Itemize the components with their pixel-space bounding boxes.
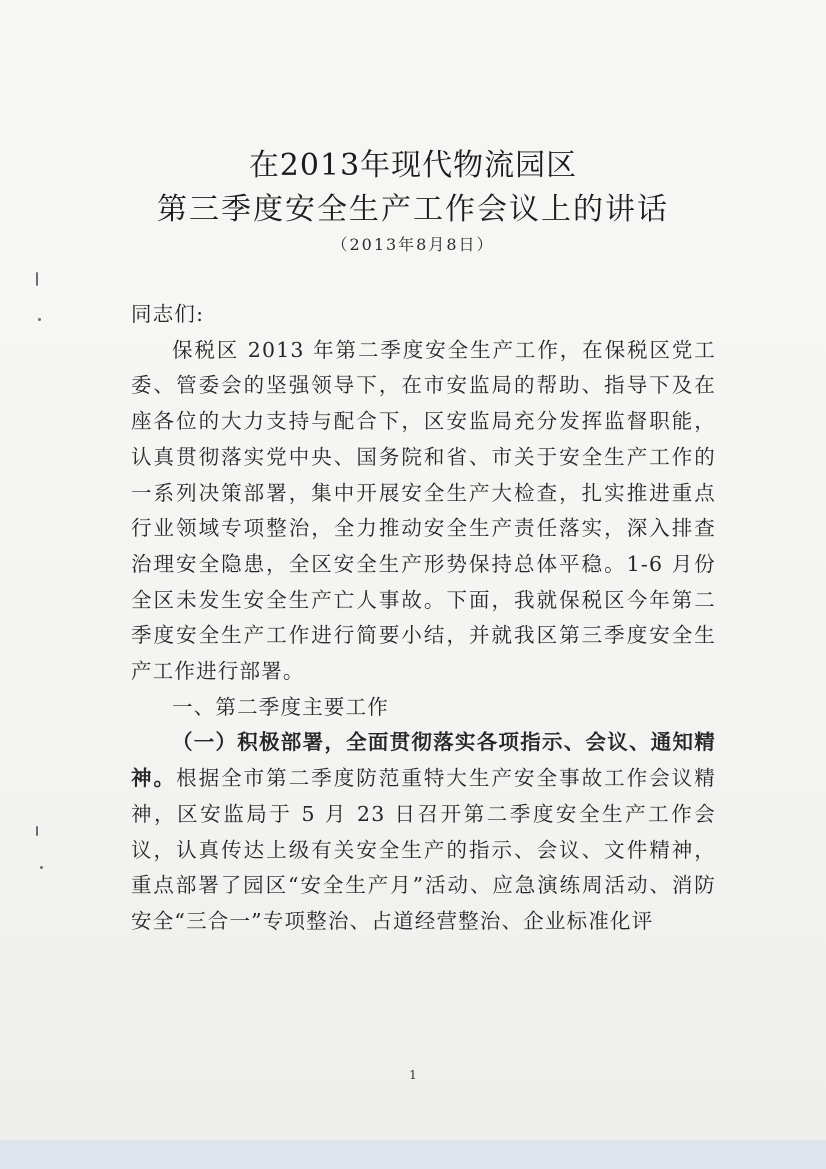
binding-mark — [36, 826, 38, 836]
page-number: 1 — [409, 1068, 417, 1082]
paragraph-2 — [131, 725, 716, 939]
document-title-line-1: 在2013年现代物流园区 — [248, 148, 578, 183]
binding-mark — [38, 318, 41, 321]
document-date: （2013年8月8日） — [331, 235, 495, 254]
salutation: 同志们: — [131, 302, 205, 326]
section-heading-1: 一、第二季度主要工作 — [172, 694, 389, 719]
binding-mark — [36, 272, 38, 286]
paragraph-1: 保税区 2013 年第二季度安全生产工作，在保税区党工委、管委会的坚强领导下，在市安监局的帮助、指导下及在座各位的大力支持与配合下，区安监局充分发挥监督职能，认真贯彻落实党中央、国务院和省、市关于安全生产工作的一系列决策部署，集中开展安全生产大检查，扎实推进重点行业领域专项整治，全力推动安全生产责任落实，深入排查治理安全隐患，全区安全生产形势保持总体平稳。1-6 月份全区未发生安全生产亡人事故。下面，我就保税区今年第二季度安全生产工作进行简要小结，并就我区第三季度安全生产工作进行部署。 — [131, 337, 716, 684]
section-1-lead: （一）积极部署，全面贯彻落实各项指示、会议、通知精神。 — [131, 730, 716, 791]
binding-mark — [40, 866, 43, 869]
scan-background — [0, 1140, 826, 1169]
document-body — [131, 297, 716, 940]
document-title-line-2: 第三季度安全生产工作会议上的讲话 — [157, 192, 669, 227]
section-1-body: 根据全市第二季度防范重特大生产安全事故工作会议精神，区安监局于 5 月 23 日召开第二季度安全生产工作会议，认真传达上级有关安全生产的指示、会议、文件精神，重点部署了园区“安全生产月”活动、应急演练周活动、消防安全“三合一”专项整治、占道经营整治、企业标准化评 — [131, 766, 716, 933]
